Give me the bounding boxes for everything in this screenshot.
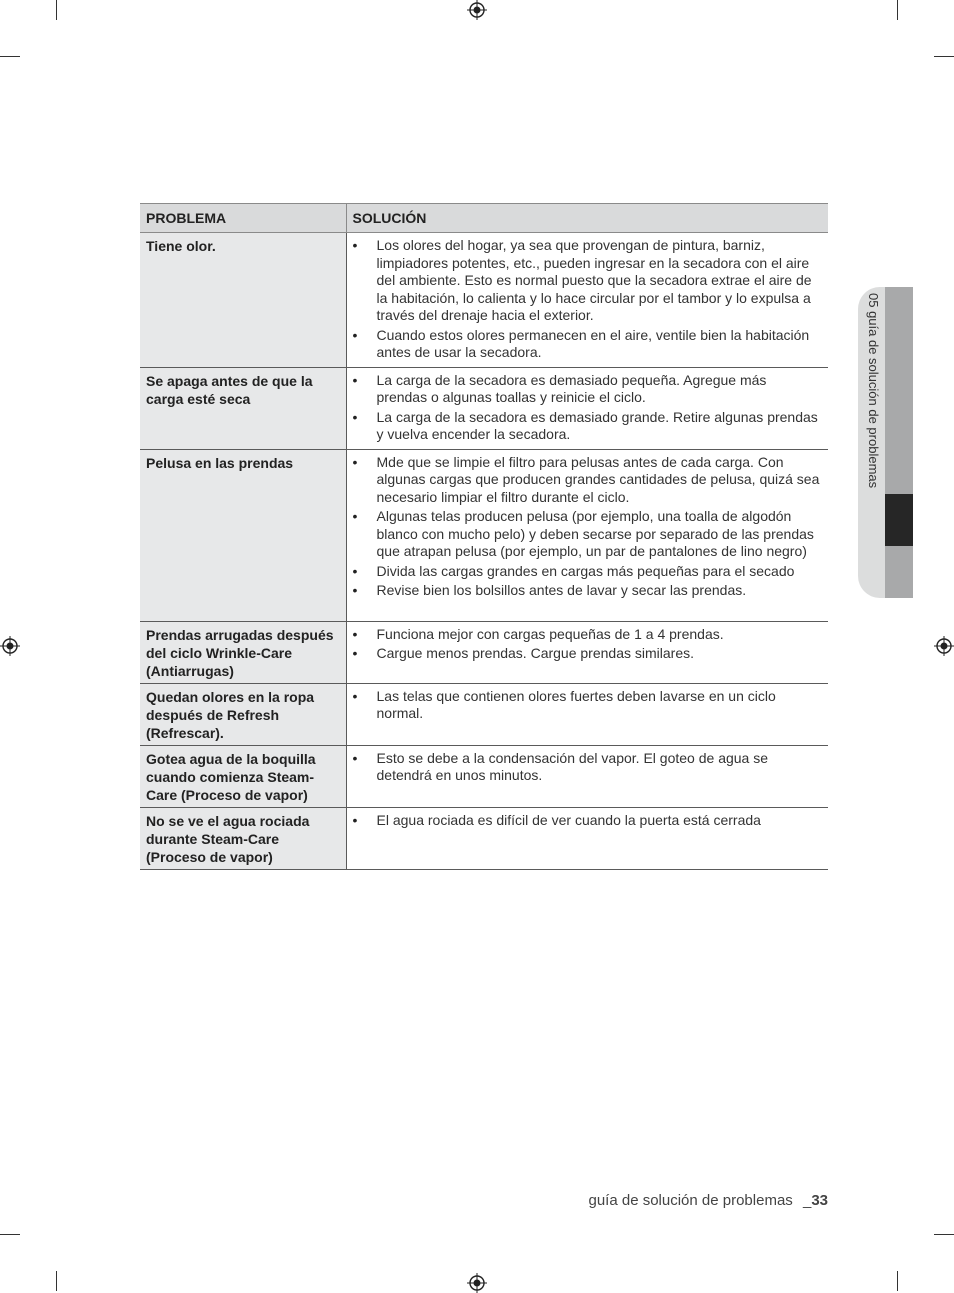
crop-mark-top-right-v bbox=[897, 0, 898, 20]
crop-mark-top-left-h bbox=[0, 56, 20, 57]
solution-item: • Las telas que contienen olores fuertes deben lavarse en un ciclo normal. bbox=[353, 688, 821, 723]
solution-cell bbox=[346, 449, 828, 621]
crop-mark-bottom-right-v bbox=[897, 1271, 898, 1291]
page-footer bbox=[588, 1192, 828, 1209]
crop-mark-bottom-right-h bbox=[934, 1234, 954, 1235]
crop-mark-top-left-v bbox=[56, 0, 57, 20]
solution-cell bbox=[346, 367, 828, 449]
chapter-side-tab-label: 05 guía de solución de problemas bbox=[866, 293, 881, 489]
problem-cell: Pelusa en las prendas bbox=[140, 449, 346, 621]
solution-list bbox=[353, 372, 821, 444]
solution-list bbox=[353, 237, 821, 362]
registration-left-icon bbox=[0, 636, 20, 656]
solution-cell bbox=[346, 233, 828, 368]
problem-cell: Gotea agua de la boquilla cuando comienza Steam-Care (Proceso de vapor) bbox=[140, 745, 346, 807]
problem-cell: Prendas arrugadas después del ciclo Wrinkle-Care (Antiarrugas) bbox=[140, 621, 346, 683]
solution-cell bbox=[346, 621, 828, 683]
solution-cell bbox=[346, 683, 828, 745]
problem-cell: Tiene olor. bbox=[140, 233, 346, 368]
solution-item: • Funciona mejor con cargas pequeñas de 1 a 4 prendas. bbox=[353, 626, 821, 644]
troubleshooting-table bbox=[140, 203, 828, 870]
table-body bbox=[140, 233, 828, 870]
solution-item: • La carga de la secadora es demasiado grande. Retire algunas prendas y vuelva encender la secadora. bbox=[353, 409, 821, 444]
table-row bbox=[140, 621, 828, 683]
solution-item: • Mde que se limpie el filtro para pelusas antes de cada carga. Con algunas cargas que producen grandes cantidades de pelusa, quizá sea necesario limpiar el filtro durante el ciclo. bbox=[353, 454, 821, 507]
problem-cell: Quedan olores en la ropa después de Refresh (Refrescar). bbox=[140, 683, 346, 745]
solution-item: • Algunas telas producen pelusa (por ejemplo, una toalla de algodón blanco con mucho pelo) y deben secarse por separado de las prendas que atrapan pelusa (por ejemplo, un par de pantalones de lino negro) bbox=[353, 508, 821, 561]
registration-right-icon bbox=[934, 636, 954, 656]
footer-section: guía de solución de problemas bbox=[588, 1192, 793, 1209]
solution-item: • Cargue menos prendas. Cargue prendas similares. bbox=[353, 645, 821, 663]
table-header-row bbox=[140, 204, 828, 233]
crop-mark-top-right-h bbox=[934, 56, 954, 57]
solution-item: • El agua rociada es difícil de ver cuando la puerta está cerrada bbox=[353, 812, 821, 830]
registration-top-icon bbox=[467, 0, 487, 20]
footer-page-prefix: _ bbox=[802, 1192, 812, 1209]
solution-item: • Cuando estos olores permanecen en el aire, ventile bien la habitación antes de usar la secadora. bbox=[353, 327, 821, 362]
table-row bbox=[140, 807, 828, 869]
solution-list bbox=[353, 750, 821, 785]
table-row bbox=[140, 367, 828, 449]
problem-cell: Se apaga antes de que la carga esté seca bbox=[140, 367, 346, 449]
solution-item: • La carga de la secadora es demasiado pequeña. Agregue más prendas o algunas toallas y reinicie el ciclo. bbox=[353, 372, 821, 407]
solution-cell bbox=[346, 807, 828, 869]
solution-list bbox=[353, 688, 821, 723]
table-row bbox=[140, 745, 828, 807]
registration-bottom-icon bbox=[467, 1273, 487, 1293]
solution-item: • Los olores del hogar, ya sea que provengan de pintura, barniz, limpiadores potentes, etc., pueden ingresar en la secadora con el aire del ambiente. Esto es normal puesto que la secadora extrae el aire de la habitación, lo calienta y lo hace circular por el tambor y lo expulsa a través del drenaje hacia el exterior. bbox=[353, 237, 821, 325]
solution-list bbox=[353, 454, 821, 600]
problem-cell: No se ve el agua rociada durante Steam-Care (Proceso de vapor) bbox=[140, 807, 346, 869]
page-number: 33 bbox=[811, 1192, 828, 1209]
table-row bbox=[140, 233, 828, 368]
table-row bbox=[140, 683, 828, 745]
solution-list bbox=[353, 812, 821, 830]
chapter-side-tab-marker bbox=[885, 494, 913, 546]
table-row bbox=[140, 449, 828, 621]
chapter-side-tab-strip bbox=[885, 287, 913, 598]
solution-cell bbox=[346, 745, 828, 807]
solution-item: • Divida las cargas grandes en cargas más pequeñas para el secado bbox=[353, 563, 821, 581]
header-problem: PROBLEMA bbox=[140, 204, 346, 233]
crop-mark-bottom-left-h bbox=[0, 1234, 20, 1235]
header-solution: SOLUCIÓN bbox=[346, 204, 828, 233]
solution-list bbox=[353, 626, 821, 663]
solution-item: • Revise bien los bolsillos antes de lavar y secar las prendas. bbox=[353, 582, 821, 600]
solution-item: • Esto se debe a la condensación del vapor. El goteo de agua se detendrá en unos minutos. bbox=[353, 750, 821, 785]
crop-mark-bottom-left-v bbox=[56, 1271, 57, 1291]
